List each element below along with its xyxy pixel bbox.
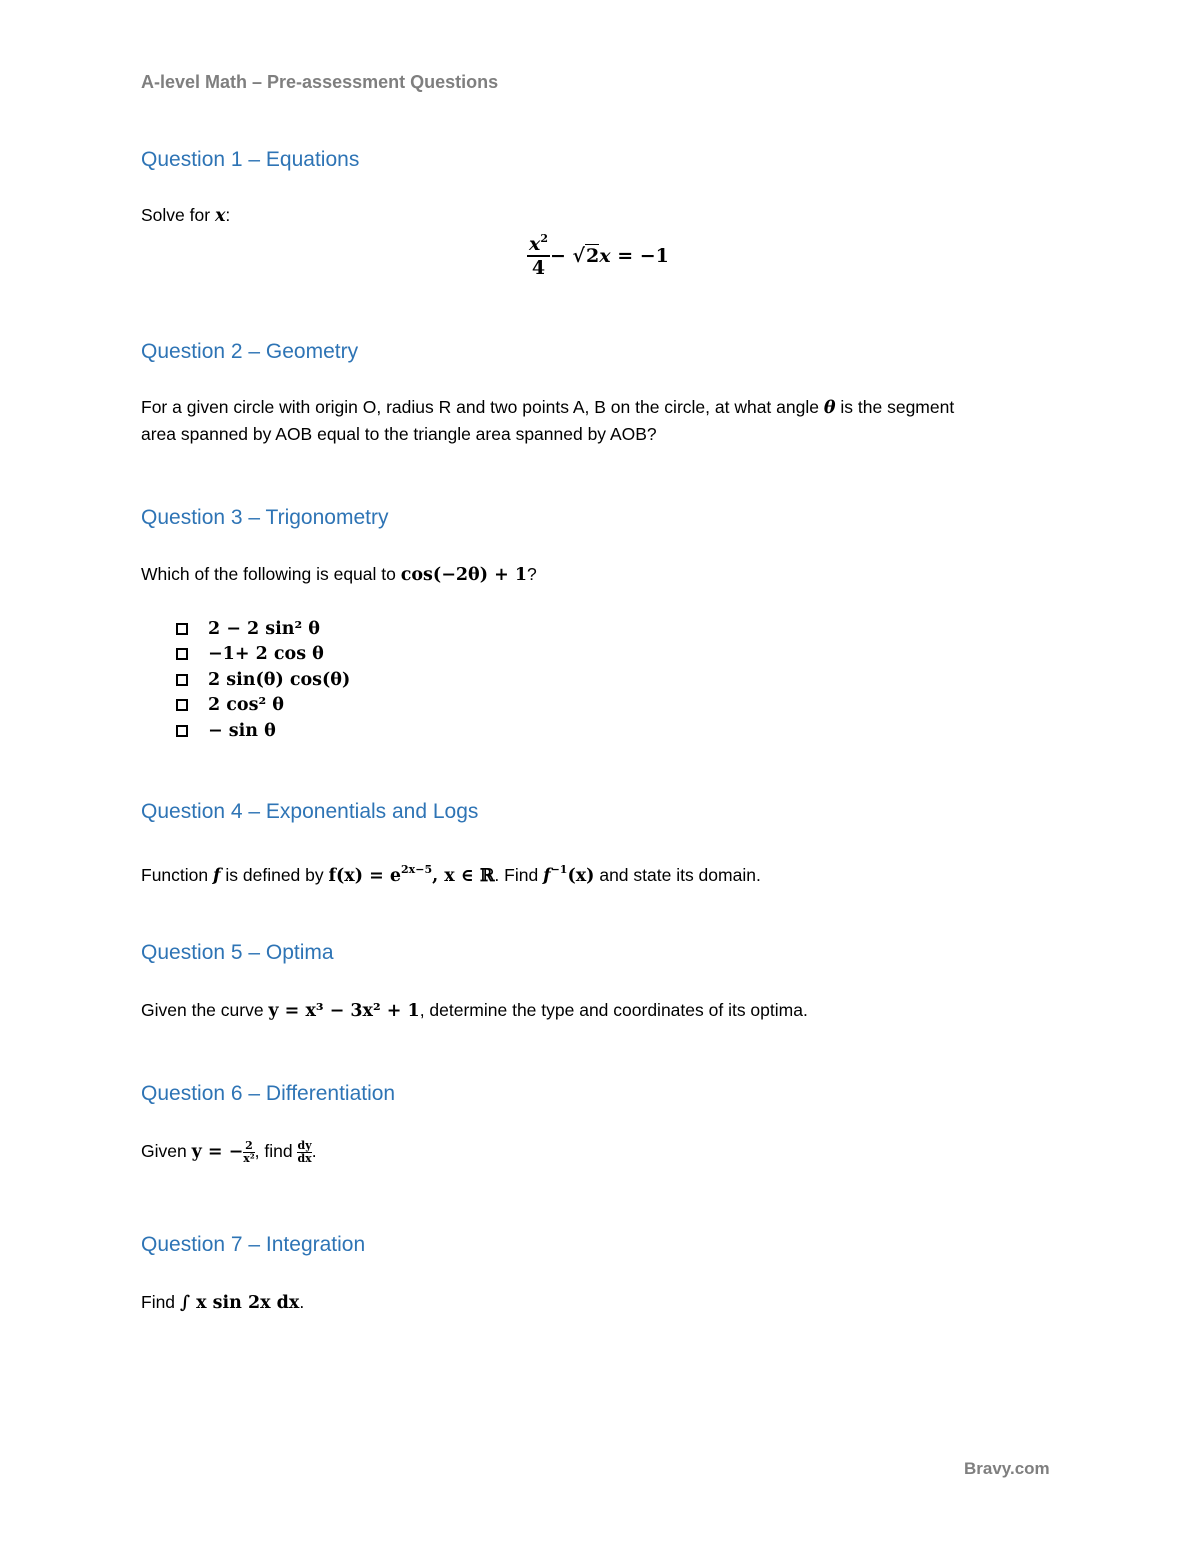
q4-mid2: . Find xyxy=(494,865,544,885)
q3-prompt-post: ? xyxy=(527,564,537,584)
checkbox-icon[interactable] xyxy=(176,725,188,737)
q3-option-1[interactable] xyxy=(176,616,350,642)
q1-sqrt-arg: 2 xyxy=(586,244,600,267)
q1-equation xyxy=(527,232,669,279)
q3-option-3[interactable] xyxy=(176,667,350,693)
q6-frac-den: x² xyxy=(243,1151,255,1165)
q5-heading: Question 5 – Optima xyxy=(141,941,334,964)
q4-mid1: is defined by xyxy=(220,865,329,885)
q4-def-exp: 2x−5 xyxy=(401,863,433,876)
q1-prompt xyxy=(141,202,230,230)
q5-expr: y = x³ − 3x² + 1 xyxy=(268,1001,420,1021)
q1-prompt-pre: Solve for xyxy=(141,205,215,225)
q6-lhs: y = − xyxy=(191,1142,244,1162)
q4-inv: f xyxy=(543,866,551,886)
q3-option-label: −1+ 2 cos θ xyxy=(208,644,324,665)
q2-line1 xyxy=(141,394,954,422)
q1-eq-num: x xyxy=(529,233,541,255)
checkbox-icon[interactable] xyxy=(176,674,188,686)
q4-def-lhs: f(x) = e xyxy=(328,866,402,886)
q7-pre: Find xyxy=(141,1292,180,1312)
q4-body xyxy=(141,856,761,890)
q3-option-2[interactable] xyxy=(176,642,350,668)
q1-prompt-post: : xyxy=(225,205,231,225)
q7-heading: Question 7 – Integration xyxy=(141,1233,366,1256)
q7-post: . xyxy=(299,1292,305,1312)
q1-sqrt xyxy=(573,244,600,267)
q6-pre: Given xyxy=(141,1141,192,1161)
q4-def-rest: , x ∈ ℝ xyxy=(432,866,495,886)
q6-d-num: dy xyxy=(297,1138,312,1152)
q3-option-4[interactable] xyxy=(176,693,350,719)
q5-pre: Given the curve xyxy=(141,1000,269,1020)
q5-body xyxy=(141,997,808,1025)
q3-heading: Question 3 – Trigonometry xyxy=(141,506,389,529)
q6-derivative xyxy=(297,1140,311,1165)
checkbox-icon[interactable] xyxy=(176,648,188,660)
q6-frac-num: 2 xyxy=(245,1138,253,1152)
q3-prompt-expr: cos(−2θ) + 1 xyxy=(400,565,528,585)
q6-fraction xyxy=(243,1140,254,1165)
checkbox-icon[interactable] xyxy=(176,699,188,711)
q3-prompt-pre: Which of the following is equal to xyxy=(141,564,401,584)
q6-heading: Question 6 – Differentiation xyxy=(141,1082,396,1105)
q1-fraction xyxy=(527,232,550,279)
q3-option-label: − sin θ xyxy=(208,720,276,741)
q4-heading: Question 4 – Exponentials and Logs xyxy=(141,800,479,823)
q1-eq-num-exp: 2 xyxy=(540,232,548,245)
q1-eq-var: x xyxy=(599,244,611,267)
q6-mid: , find xyxy=(254,1141,298,1161)
q3-option-label: 2 sin(θ) cos(θ) xyxy=(208,669,351,690)
q1-eq-rhs: = −1 xyxy=(610,244,669,267)
sqrt-symbol: √ xyxy=(572,244,586,267)
q4-pre: Function xyxy=(141,865,213,885)
q1-heading: Question 1 – Equations xyxy=(141,148,360,171)
page-header: A-level Math – Pre-assessment Questions xyxy=(141,72,499,92)
q1-eq-den: 4 xyxy=(527,255,550,279)
q3-options xyxy=(176,616,350,744)
page-footer: Bravy.com xyxy=(964,1459,1050,1478)
q6-d-den: dx xyxy=(297,1151,312,1165)
q7-expr: ∫ x sin 2x dx xyxy=(179,1293,300,1313)
q2-line2: area spanned by AOB equal to the triangle area spanned by AOB? xyxy=(141,424,657,444)
q2-line1-pre: For a given circle with origin O, radius R and two points A, B on the circle, at what angle xyxy=(141,397,824,417)
q6-post: . xyxy=(311,1141,317,1161)
q3-option-label: 2 cos² θ xyxy=(208,695,284,716)
q1-eq-minus: − xyxy=(549,244,573,267)
q2-line1-post: is the segment xyxy=(835,397,955,417)
q7-body xyxy=(141,1289,304,1317)
q6-body xyxy=(141,1138,317,1166)
q5-post: , determine the type and coordinates of its optima. xyxy=(419,1000,808,1020)
q3-option-label: 2 − 2 sin² θ xyxy=(208,618,320,639)
checkbox-icon[interactable] xyxy=(176,623,188,635)
q4-inv-arg: (x) xyxy=(567,866,595,886)
q4-post: and state its domain. xyxy=(594,865,761,885)
q1-prompt-var: x xyxy=(214,206,226,226)
q3-prompt xyxy=(141,561,537,589)
q4-inv-exp: −1 xyxy=(550,863,568,876)
q2-heading: Question 2 – Geometry xyxy=(141,340,359,363)
q3-option-5[interactable] xyxy=(176,718,350,744)
q4-f: f xyxy=(212,866,221,886)
q2-theta: θ xyxy=(823,398,836,418)
